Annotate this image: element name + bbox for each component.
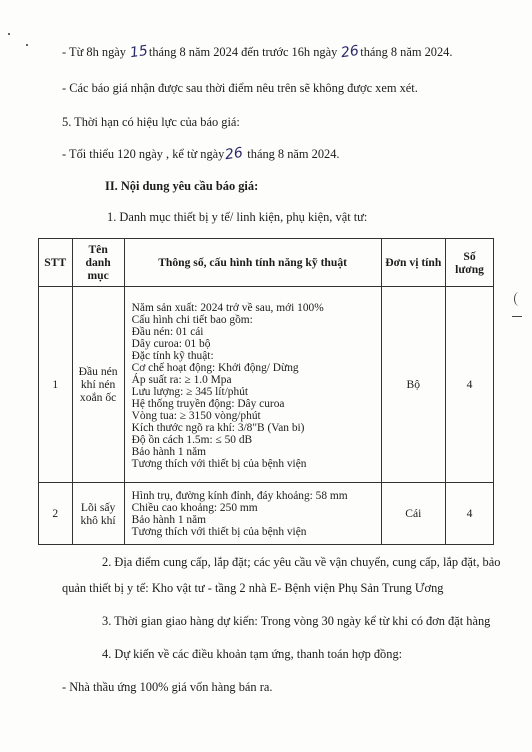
header-spec: Thông số, cấu hình tính năng kỹ thuật — [124, 239, 381, 287]
advance-payment-line: - Nhà thầu ứng 100% giá vốn hàng bán ra. — [62, 680, 273, 694]
row-specs — [124, 287, 381, 483]
table-header-row — [39, 239, 494, 287]
row-qty: 4 — [446, 483, 494, 545]
row-name: Đầu nén khí nén xoắn ốc — [72, 287, 124, 483]
validity-heading: 5. Thời hạn có hiệu lực của báo giá: — [62, 115, 240, 129]
delivery-location-line2: quản thiết bị y tế: Kho vật tư - tầng 2 nhà E- Bệnh viện Phụ Sản Trung Ương — [62, 581, 444, 595]
spec-line: Tương thích với thiết bị của bệnh viện — [131, 457, 307, 470]
payment-heading: 4. Dự kiến về các điều khoản tạm ứng, thanh toán hợp đồng: — [102, 647, 403, 661]
header-qty: Số lương — [446, 239, 494, 287]
spec-line: Đầu nén: 01 cái — [131, 325, 204, 338]
delivery-timeline: 3. Thời gian giao hàng dự kiến: Trong vòng 30 ngày kể từ khi có đơn đặt hàng — [102, 614, 491, 628]
row-stt: 2 — [39, 483, 73, 545]
spec-line: Bảo hành 1 năm — [131, 513, 207, 526]
subsection-title: 1. Danh mục thiết bị y tế/ linh kiện, phụ kiện, vật tư: — [107, 210, 368, 224]
equipment-table — [38, 238, 494, 545]
spec-line: Hình trụ, đường kính đỉnh, đáy khoảng: 58 mm — [131, 489, 348, 502]
scan-speck — [26, 44, 28, 46]
row-stt: 1 — [39, 287, 73, 483]
row-unit: Bộ — [381, 287, 446, 483]
spec-line: Vòng tua: ≥ 3150 vòng/phút — [131, 409, 261, 422]
spec-line: Độ ồn cách 1.5m: ≤ 50 dB — [131, 433, 253, 446]
handwritten-day: 15 — [129, 42, 149, 62]
handwritten-margin-mark — [512, 316, 522, 317]
spec-line: Bảo hành 1 năm — [131, 445, 207, 458]
spec-line: Chiều cao khoảng: 250 mm — [131, 501, 258, 514]
section-title: II. Nội dung yêu cầu báo giá: — [105, 179, 259, 193]
spec-line: Tương thích với thiết bị của bệnh viện — [131, 525, 307, 538]
handwritten-day: 26 — [340, 42, 361, 62]
spec-line: Kích thước ngõ ra khí: 3/8"B (Van bi) — [131, 421, 305, 434]
delivery-location-line1: 2. Địa điểm cung cấp, lắp đặt; các yêu cầu về vận chuyển, cung cấp, lắp đặt, bảo — [102, 555, 501, 569]
spec-line: Cơ chế hoạt động: Khởi động/ Dừng — [131, 361, 299, 374]
table-row — [39, 483, 494, 545]
row-name: Lõi sấy khô khí — [72, 483, 124, 545]
row-specs — [124, 483, 381, 545]
spec-line: Đặc tính kỹ thuật: — [131, 349, 214, 362]
spec-line: Năm sản xuất: 2024 trở về sau, mới 100% — [131, 301, 324, 314]
header-unit: Đơn vị tính — [381, 239, 446, 287]
row-qty: 4 — [446, 287, 494, 483]
spec-line: Dây curoa: 01 bộ — [131, 337, 211, 350]
validity-line: - Tối thiểu 120 ngày , kể từ ngày26 tháng 8 năm 2024. — [62, 144, 340, 164]
late-quotation-notice: - Các báo giá nhận được sau thời điểm nêu trên sẽ không được xem xét. — [62, 81, 418, 95]
spec-line: Cấu hình chi tiết bao gồm: — [131, 313, 253, 326]
header-stt: STT — [39, 239, 73, 287]
header-name: Tên danh mục — [72, 239, 124, 287]
row-unit: Cái — [381, 483, 446, 545]
spec-line: Lưu lượng: ≥ 345 lít/phút — [131, 385, 249, 398]
spec-line: Áp suất ra: ≥ 1.0 Mpa — [131, 373, 232, 386]
handwritten-day: 26 — [224, 144, 245, 164]
handwritten-margin-mark — [514, 292, 524, 306]
table-row — [39, 287, 494, 483]
scan-speck — [8, 33, 10, 35]
spec-line: Hệ thống truyền động: Dây curoa — [131, 397, 285, 410]
submission-period-line: - Từ 8h ngày 15tháng 8 năm 2024 đến trước 16h ngày 26tháng 8 năm 2024. — [62, 42, 453, 62]
